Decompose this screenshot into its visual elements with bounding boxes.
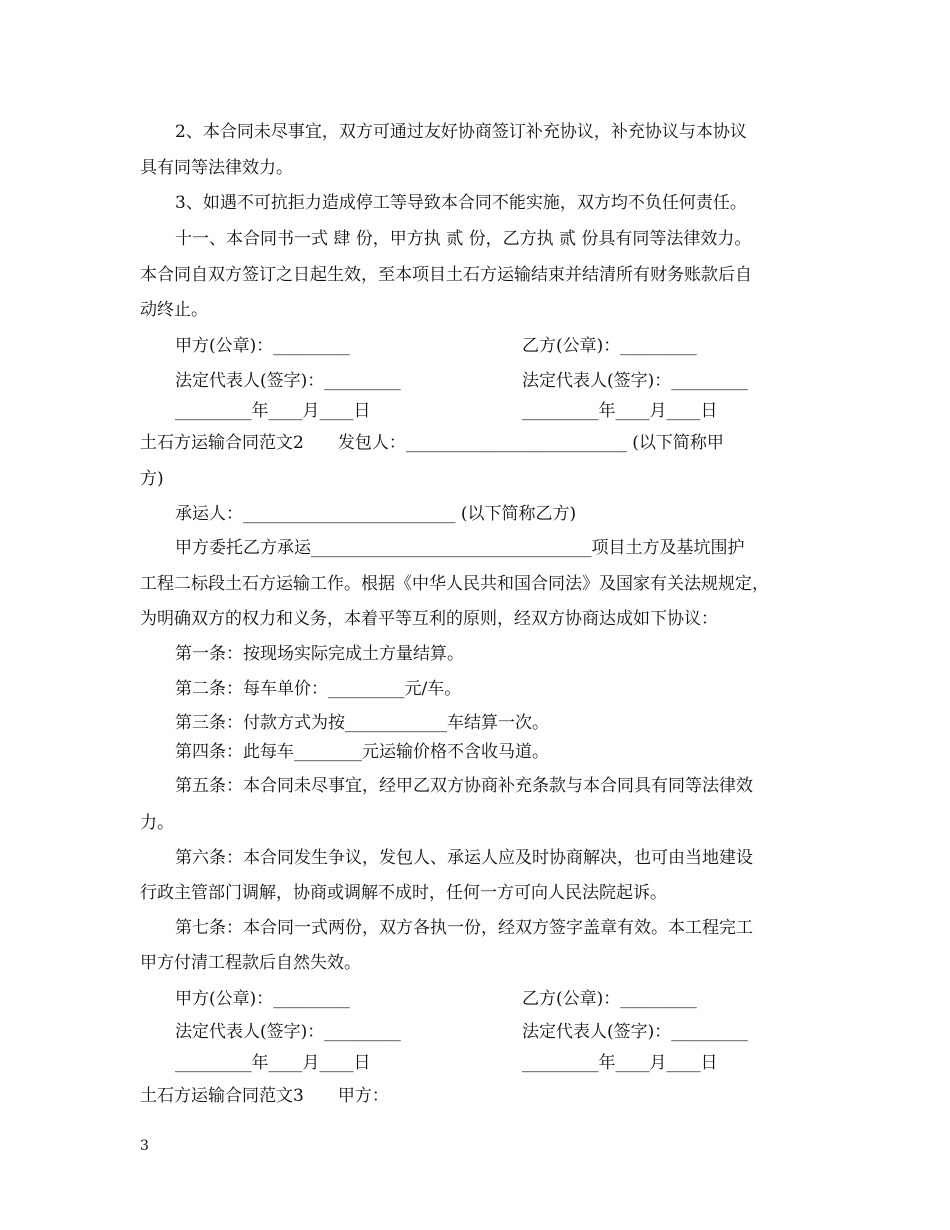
text-line: 本合同自双方签订之日起生效，至本项目土石方运输结束并结清所有财务账款后自	[140, 265, 752, 285]
text-line: 承运人：_________________________ (以下简称乙方)	[175, 504, 577, 524]
party-b-seal-line: 乙方(公章)：_________	[522, 989, 697, 1009]
text-line: 具有同等法律效力。	[140, 158, 293, 178]
text-line: 3、如遇不可抗拒力造成停工等导致本合同不能实施，双方均不负任何责任。	[175, 193, 747, 213]
section-heading: 土石方运输合同范文2 发包人：__________________________ (以下简称甲	[140, 433, 724, 453]
party-a-representative-line: 法定代表人(签字)：_________	[175, 371, 401, 391]
party-a-representative-line: 法定代表人(签字)：_________	[175, 1022, 401, 1042]
party-b-representative-line: 法定代表人(签字)：_________	[522, 371, 748, 391]
clause-line: 第六条：本合同发生争议，发包人、承运人应及时协商解决，也可由当地建设	[175, 848, 753, 868]
text-line: 甲方委托乙方承运_________________________________项目土方及基坑围护	[175, 538, 745, 558]
party-b-seal-line: 乙方(公章)：_________	[522, 336, 697, 356]
section-heading: 土石方运输合同范文3 甲方：	[140, 1086, 389, 1106]
party-a-seal-line: 甲方(公章)：_________	[175, 336, 350, 356]
page-number: 3	[140, 1138, 149, 1154]
text-line: 甲方付清工程款后自然失效。	[140, 953, 361, 973]
clause-line: 第四条：此每车________元运输价格不含收马道。	[175, 742, 549, 762]
text-line: 为明确双方的权力和义务，本着平等互利的原则，经双方协商达成如下协议：	[140, 609, 718, 629]
clause-line: 第一条：按现场实际完成土方量结算。	[175, 644, 464, 664]
party-a-date-line: _________年____月____日	[175, 1053, 371, 1073]
clause-line: 第五条：本合同未尽事宜，经甲乙双方协商补充条款与本合同具有同等法律效	[175, 776, 753, 796]
text-line: 力。	[140, 813, 174, 833]
party-a-seal-line: 甲方(公章)：_________	[175, 989, 350, 1009]
party-b-representative-line: 法定代表人(签字)：_________	[522, 1022, 748, 1042]
text-line: 2、本合同未尽事宜，双方可通过友好协商签订补充协议，补充协议与本协议	[175, 122, 747, 142]
party-a-date-line: _________年____月____日	[175, 401, 371, 421]
text-line: 动终止。	[140, 300, 208, 320]
party-b-date-line: _________年____月____日	[522, 1053, 718, 1073]
text-line: 十一、本合同书一式 肆 份，甲方执 贰 份，乙方执 贰 份具有同等法律效力。	[175, 229, 752, 249]
clause-line: 第三条：付款方式为按____________车结算一次。	[175, 713, 549, 733]
text-line: 行政主管部门调解，协商或调解不成时，任何一方可向人民法院起诉。	[140, 883, 667, 903]
party-b-date-line: _________年____月____日	[522, 401, 718, 421]
text-line: 方)	[140, 469, 164, 489]
clause-line: 第七条：本合同一式两份，双方各执一份，经双方签字盖章有效。本工程完工	[175, 918, 753, 938]
text-line: 工程二标段土石方运输工作。根据《中华人民共和国合同法》及国家有关法规规定，	[140, 574, 769, 594]
clause-line: 第二条：每车单价：_________元/车。	[175, 679, 462, 699]
